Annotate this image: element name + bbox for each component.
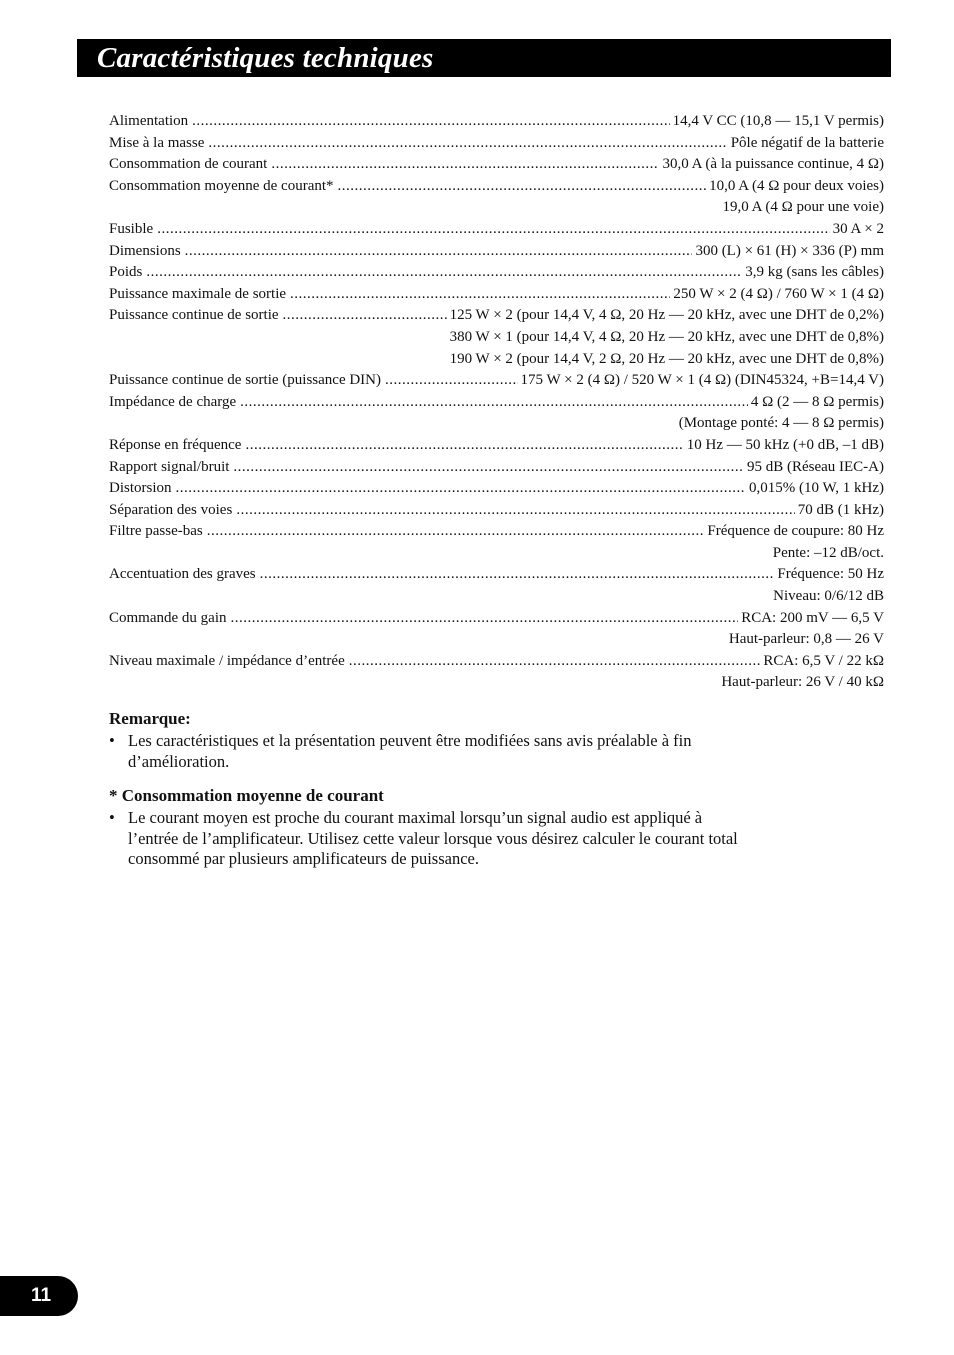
spec-value-extra: Pente: –12 dB/oct. (772, 544, 884, 561)
spec-row (109, 176, 884, 198)
spec-label: Puissance continue de sortie (puissance DIN) (109, 372, 382, 389)
spec-value: 70 dB (1 kHz) (797, 501, 884, 518)
dot-leader (349, 651, 761, 673)
spec-label: Puissance continue de sortie (109, 307, 279, 324)
spec-label: Fusible (109, 220, 154, 237)
dot-leader (207, 521, 705, 543)
spec-value-extra: 380 W × 1 (pour 14,4 V, 4 Ω, 20 Hz — 20 kHz, avec une DHT de 0,8%) (449, 328, 884, 345)
spec-value: 0,015% (10 W, 1 kHz) (749, 480, 884, 497)
dot-leader (245, 435, 683, 457)
spec-value: 3,9 kg (sans les câbles) (745, 264, 884, 281)
spec-value: 250 W × 2 (4 Ω) / 760 W × 1 (4 Ω) (673, 285, 884, 302)
spec-row (109, 262, 884, 284)
spec-row (109, 435, 884, 457)
remark-heading: Remarque: (109, 709, 191, 728)
spec-row (109, 154, 884, 176)
spec-row (109, 651, 884, 673)
spec-row (109, 370, 884, 392)
spec-label: Réponse en fréquence (109, 436, 242, 453)
dot-leader (338, 176, 707, 198)
spec-row (109, 219, 884, 241)
remarks-section (109, 709, 749, 870)
page-number: 11 (30, 1285, 52, 1306)
title-bar (77, 39, 891, 77)
spec-value: 30 A × 2 (832, 220, 884, 237)
spec-row (109, 392, 884, 414)
spec-row (109, 608, 884, 630)
dot-leader (157, 219, 829, 241)
spec-label: Distorsion (109, 480, 172, 497)
spec-label: Commande du gain (109, 609, 227, 626)
spec-value-extra: Haut-parleur: 26 V / 40 kΩ (721, 674, 884, 691)
dot-leader (236, 500, 794, 522)
spec-value-extra: 19,0 A (4 Ω pour une voie) (722, 199, 884, 216)
spec-row (109, 564, 884, 586)
dot-leader (271, 154, 659, 176)
spec-row (109, 521, 884, 543)
dot-leader (230, 608, 738, 630)
spec-label: Mise à la masse (109, 134, 205, 151)
bullet-icon: • (109, 731, 115, 750)
spec-row (109, 305, 884, 327)
spec-label: Consommation moyenne de courant* (109, 177, 334, 194)
dot-leader (185, 241, 693, 263)
spec-continuation (109, 629, 884, 651)
dot-leader (283, 305, 447, 327)
spec-row (109, 500, 884, 522)
dot-leader (385, 370, 518, 392)
spec-value: 175 W × 2 (4 Ω) / 520 W × 1 (4 Ω) (DIN45324, +B=14,4 V) (520, 372, 884, 389)
spec-value: 300 (L) × 61 (H) × 336 (P) mm (695, 242, 884, 259)
note-heading: * Consommation moyenne de courant (109, 786, 384, 805)
spec-label: Rapport signal/bruit (109, 458, 230, 475)
spec-value: Fréquence: 50 Hz (777, 566, 884, 583)
spec-value: 10,0 A (4 Ω pour deux voies) (709, 177, 884, 194)
spec-value: Pôle négatif de la batterie (730, 134, 884, 151)
dot-leader (192, 111, 669, 133)
spec-label: Filtre passe-bas (109, 523, 203, 540)
spec-row (109, 111, 884, 133)
spec-continuation (109, 327, 884, 349)
spec-label: Accentuation des graves (109, 566, 256, 583)
spec-label: Dimensions (109, 242, 181, 259)
dot-leader (290, 284, 670, 306)
spec-value: Fréquence de coupure: 80 Hz (707, 523, 884, 540)
spec-value: 10 Hz — 50 kHz (+0 dB, –1 dB) (686, 436, 884, 453)
spec-value: 30,0 A (à la puissance continue, 4 Ω) (662, 156, 884, 173)
dot-leader (208, 133, 727, 155)
spec-label: Niveau maximale / impédance d’entrée (109, 652, 345, 669)
spec-label: Puissance maximale de sortie (109, 285, 287, 302)
spec-value-extra: Haut-parleur: 0,8 — 26 V (728, 631, 884, 648)
dot-leader (240, 392, 748, 414)
spec-label: Alimentation (109, 113, 189, 129)
spec-continuation (109, 543, 884, 565)
spec-value: 125 W × 2 (pour 14,4 V, 4 Ω, 20 Hz — 20 kHz, avec une DHT de 0,2%) (449, 307, 884, 324)
page-title: Caractéristiques techniques (97, 41, 434, 74)
remark-text: Les caractéristiques et la présentation peuvent être modifiées sans avis préalable à fin d’amélioration. (128, 731, 692, 771)
spec-label: Consommation de courant (109, 156, 268, 173)
page-number-tab (0, 1276, 78, 1316)
dot-leader (176, 478, 746, 500)
spec-label: Impédance de charge (109, 393, 237, 410)
note-item (109, 808, 749, 870)
spec-value: 14,4 V CC (10,8 — 15,1 V permis) (672, 113, 884, 129)
dot-leader (233, 457, 744, 479)
bullet-icon: • (109, 808, 115, 827)
spec-value: 95 dB (Réseau IEC-A) (746, 458, 884, 475)
spec-row (109, 457, 884, 479)
spec-row (109, 478, 884, 500)
dot-leader (146, 262, 742, 284)
spec-value: RCA: 200 mV — 6,5 V (741, 609, 884, 626)
spec-value-extra: (Montage ponté: 4 — 8 Ω permis) (678, 415, 884, 432)
spec-value-extra: 190 W × 2 (pour 14,4 V, 2 Ω, 20 Hz — 20 kHz, avec une DHT de 0,8%) (449, 350, 884, 367)
spec-label: Séparation des voies (109, 501, 233, 518)
spec-value: 4 Ω (2 — 8 Ω permis) (750, 393, 884, 410)
spec-row (109, 284, 884, 306)
spec-continuation (109, 413, 884, 435)
spec-label: Poids (109, 264, 143, 281)
dot-leader (260, 564, 775, 586)
spec-continuation (109, 586, 884, 608)
spec-continuation (109, 349, 884, 371)
spec-continuation (109, 672, 884, 694)
spec-continuation (109, 197, 884, 219)
spec-value-extra: Niveau: 0/6/12 dB (773, 588, 884, 605)
spec-row (109, 133, 884, 155)
spec-row (109, 241, 884, 263)
remark-item (109, 731, 749, 772)
specifications-list (109, 111, 884, 694)
spec-value: RCA: 6,5 V / 22 kΩ (763, 652, 884, 669)
note-text: Le courant moyen est proche du courant maximal lorsqu’un signal audio est appliqué à l’entrée de l’amplificateur. Utilisez cette valeur lorsque vous désirez calculer le courant total consommé par plusieurs amplificateurs de puissance. (128, 808, 738, 868)
